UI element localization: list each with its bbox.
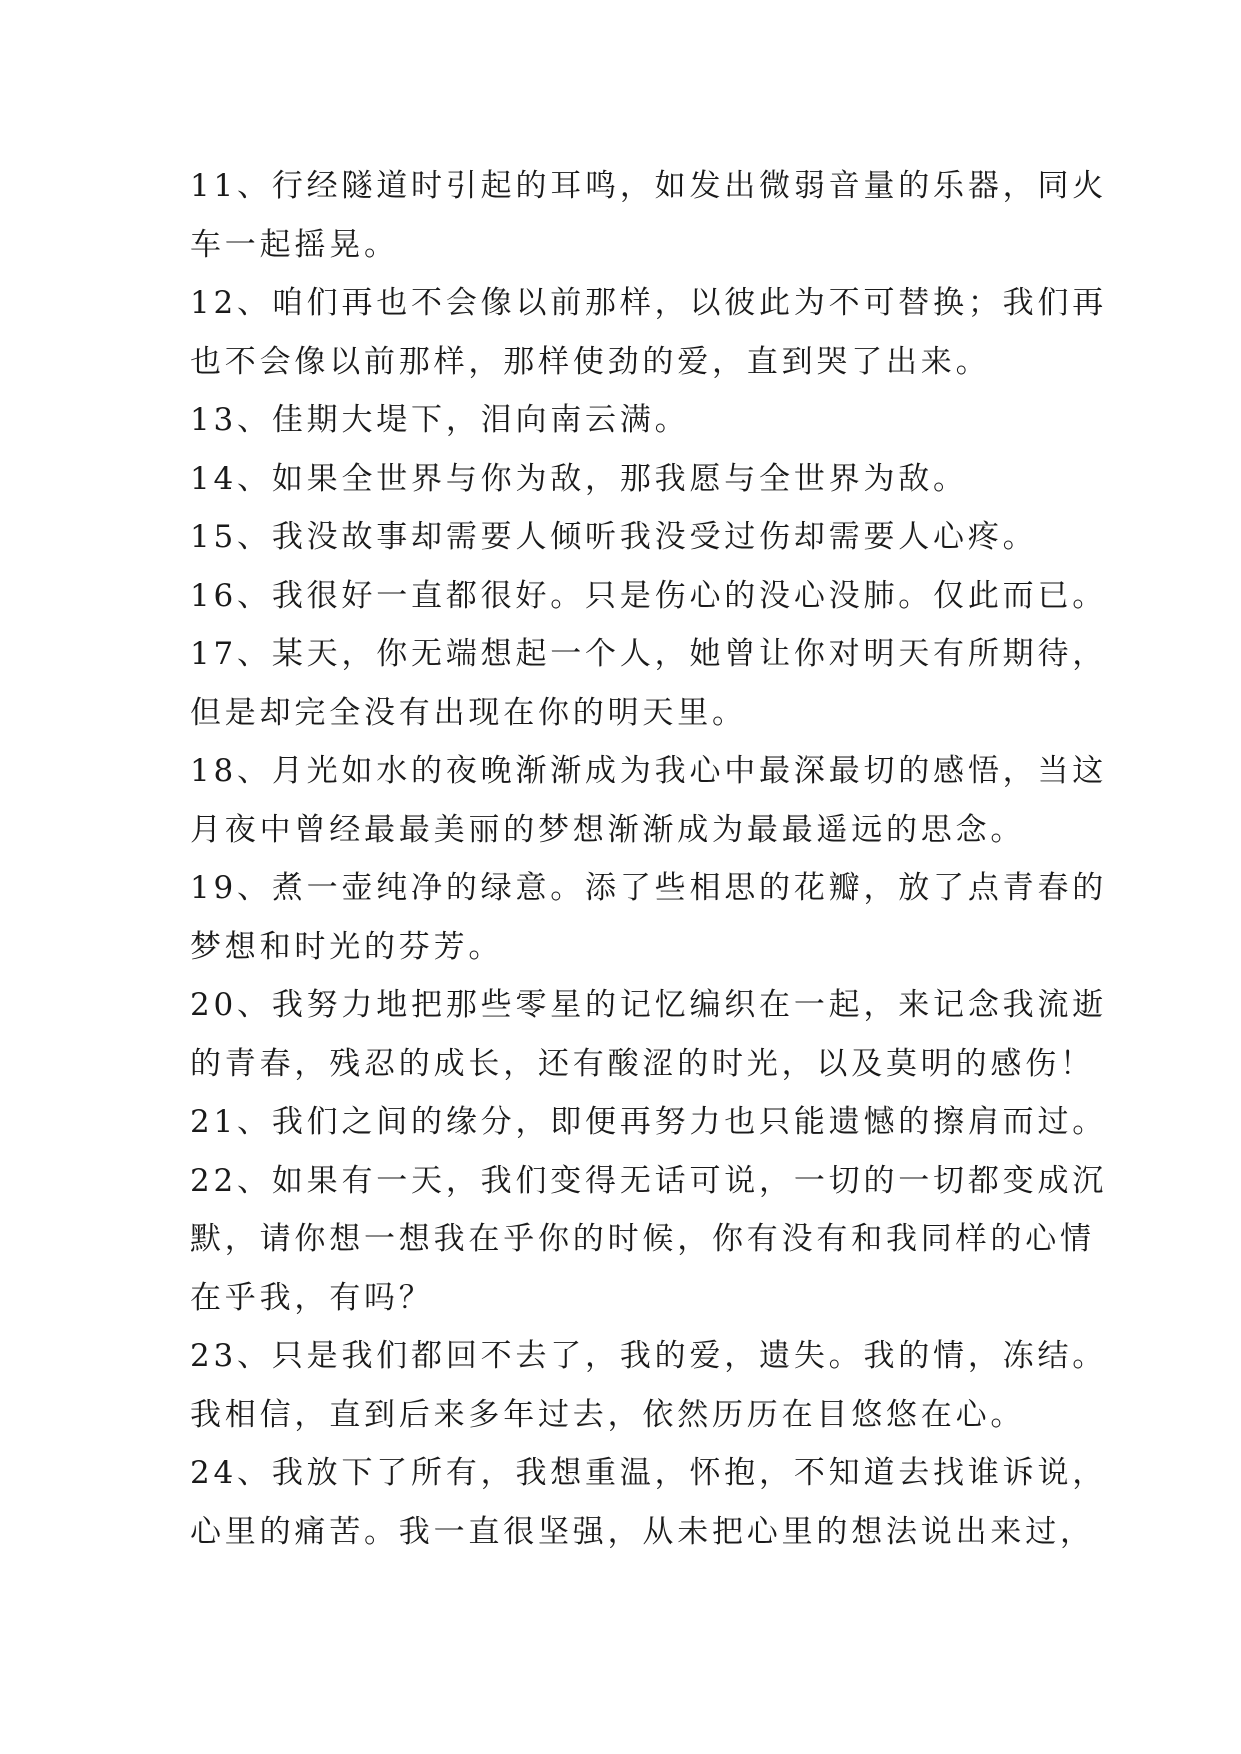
- text-line: 心里的痛苦。我一直很坚强，从未把心里的想法说出来过，: [190, 1513, 1095, 1550]
- text-line: 16、我很好一直都很好。只是伤心的没心没肺。仅此而已。: [190, 577, 1108, 614]
- text-line: 我相信，直到后来多年过去，依然历历在目悠悠在心。: [190, 1396, 1026, 1433]
- paragraph-12: [190, 274, 1108, 391]
- paragraph-20: [190, 976, 1108, 1093]
- text-line: 17、某天，你无端想起一个人，她曾让你对明天有所期待，: [190, 636, 1108, 672]
- text-line: 默，请你想一想我在乎你的时候，你有没有和我同样的心情: [190, 1221, 1095, 1257]
- paragraph-13: [190, 391, 1090, 450]
- paragraph-17: [190, 625, 1108, 742]
- text-line: 20、我努力地把那些零星的记忆编织在一起，来记念我流逝: [190, 987, 1108, 1023]
- paragraph-16: [190, 567, 1108, 626]
- text-line: 18、月光如水的夜晚渐渐成为我心中最深最切的感悟，当这: [190, 753, 1108, 789]
- text-line: 梦想和时光的芬芳。: [190, 928, 504, 965]
- paragraph-15: [190, 508, 1090, 567]
- text-line: 月夜中曾经最最美丽的梦想渐渐成为最最遥远的思念。: [190, 811, 1026, 848]
- text-line: 车一起摇晃。: [190, 226, 399, 263]
- text-line: 但是却完全没有出现在你的明天里。: [190, 694, 747, 731]
- text-line: 11、行经隧道时引起的耳鸣，如发出微弱音量的乐器，同火: [190, 168, 1108, 204]
- paragraph-11: [190, 157, 1108, 274]
- text-line: 24、我放下了所有，我想重温，怀抱，不知道去找谁诉说，: [190, 1455, 1108, 1491]
- paragraph-24: [190, 1444, 1108, 1561]
- paragraph-21: [190, 1093, 1108, 1152]
- text-line: 19、煮一壶纯净的绿意。添了些相思的花瓣，放了点青春的: [190, 870, 1108, 906]
- paragraph-19: [190, 859, 1108, 976]
- text-line: 也不会像以前那样，那样使劲的爱，直到哭了出来。: [190, 343, 991, 380]
- text-line: 13、佳期大堤下，泪向南云满。: [190, 402, 690, 438]
- text-line: 21、我们之间的缘分，即便再努力也只能遗憾的擦肩而过。: [190, 1104, 1108, 1140]
- paragraph-14: [190, 450, 1090, 509]
- text-line: 15、我没故事却需要人倾听我没受过伤却需要人心疼。: [190, 519, 1038, 555]
- text-line: 22、如果有一天，我们变得无话可说，一切的一切都变成沉: [190, 1162, 1108, 1199]
- text-line: 的青春，残忍的成长，还有酸涩的时光，以及莫明的感伤！: [190, 1045, 1095, 1082]
- paragraph-22: [190, 1152, 1108, 1328]
- text-line: 12、咱们再也不会像以前那样，以彼此为不可替换；我们再: [190, 285, 1108, 321]
- text-line: 14、如果全世界与你为敌，那我愿与全世界为敌。: [190, 460, 968, 497]
- paragraph-23: [190, 1327, 1108, 1444]
- paragraph-18: [190, 742, 1108, 859]
- document-body: [190, 157, 1108, 1561]
- text-line: 23、只是我们都回不去了，我的爱，遗失。我的情，冻结。: [190, 1338, 1108, 1374]
- text-line: 在乎我，有吗？: [190, 1279, 434, 1316]
